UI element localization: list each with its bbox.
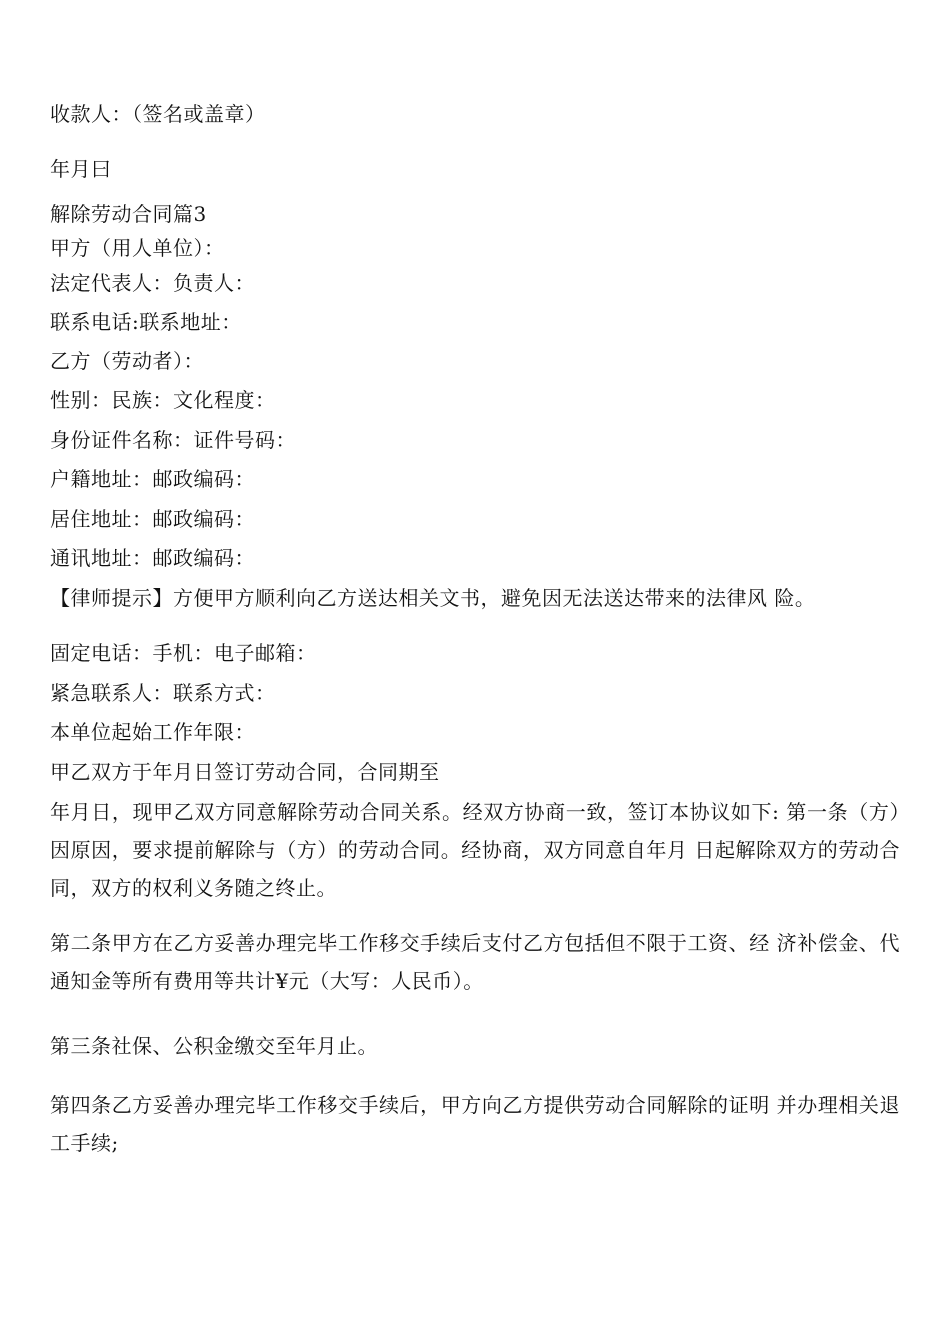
legal-representative-line: 法定代表人：负责人：	[50, 271, 255, 295]
residence-address-line: 居住地址：邮政编码：	[50, 507, 255, 531]
section-title: 解除劳动合同篇3	[50, 202, 207, 226]
id-document-line: 身份证件名称：证件号码：	[50, 428, 296, 452]
phone-email-line: 固定电话：手机：电子邮箱：	[50, 641, 317, 665]
article-3-paragraph: 第三条社保、公积金缴交至年月止。	[50, 1034, 378, 1058]
household-address-line: 户籍地址：邮政编码：	[50, 467, 255, 491]
article-1-paragraph: 年月日，现甲乙双方同意解除劳动合同关系。经双方协商一致，签订本协议如下: 第一条（方）因原因，要求提前解除与（方）的劳动合同。经协商，双方同意自年月 日起解除双方的劳动合同，双方的权利义务随之终止。	[50, 800, 900, 900]
article-4-paragraph: 第四条乙方妥善办理完毕工作移交手续后，甲方向乙方提供劳动合同解除的证明 并办理相关退工手续;	[50, 1093, 900, 1155]
article-2-paragraph: 第二条甲方在乙方妥善办理完毕工作移交手续后支付乙方包括但不限于工资、经 济补偿金、代通知金等所有费用等共计¥元（大写：人民币）。	[50, 931, 900, 993]
emergency-contact-line: 紧急联系人：联系方式：	[50, 681, 276, 705]
date-line: 年月曰	[50, 157, 112, 181]
payee-signature-line: 收款人：（签名或盖章）	[50, 102, 266, 126]
contact-phone-address-line: 联系电话:联系地址：	[50, 310, 242, 334]
party-a-line: 甲方（用人单位）：	[50, 236, 225, 260]
gender-ethnicity-education-line: 性别：民族：文化程度：	[50, 388, 276, 412]
work-years-line: 本单位起始工作年限：	[50, 720, 255, 744]
party-b-line: 乙方（劳动者）：	[50, 349, 204, 373]
contract-signed-line: 甲乙双方于年月日签订劳动合同，合同期至	[50, 760, 440, 784]
mailing-address-line: 通讯地址：邮政编码：	[50, 546, 255, 570]
lawyer-tip: 【律师提示】方便甲方顺利向乙方送达相关文书，避免因无法送达带来的法律风 险。	[50, 586, 816, 610]
